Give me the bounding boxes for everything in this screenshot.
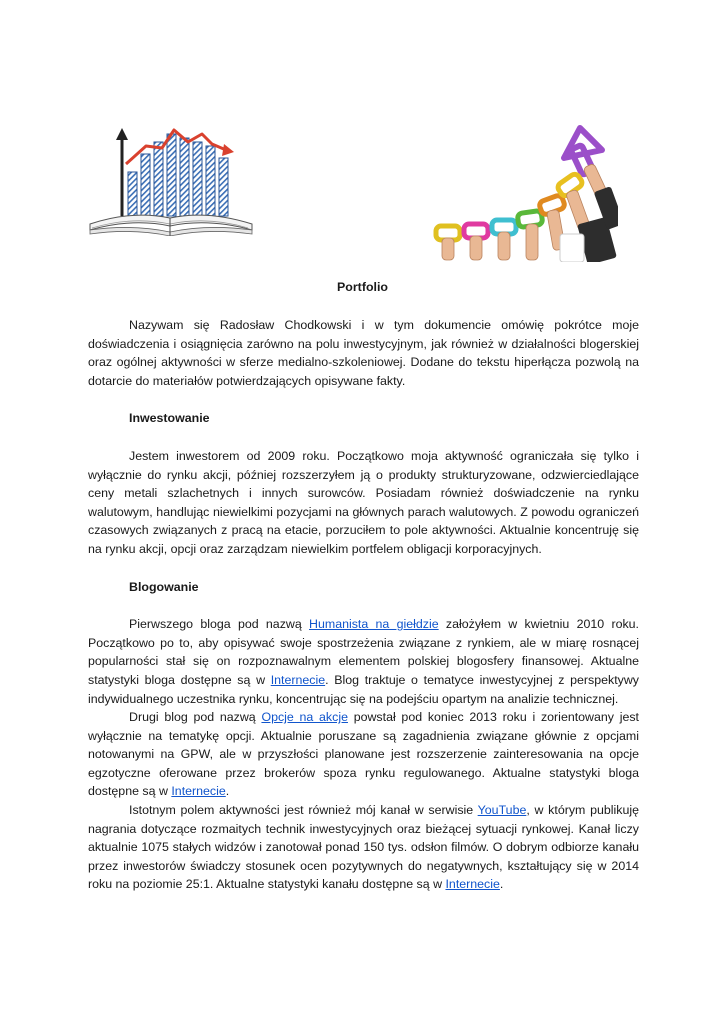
document-body [88,316,639,894]
section-heading-investing: Inwestowanie [129,411,210,426]
investing-paragraph: Jestem inwestorem od 2009 roku. Początkowo moja aktywność ograniczała się tylko i wyłącznie do rynku akcji, później rozszerzyłem ją o produkty strukturyzowane, odzwierciedlające ceny metali szlachetnych i innych surowców. Posiadam również doświadczenie na rynku walutowym, handlując niewielkimi pozycjami na głównych parach walutowych. Z powodu ograniczeń czasowych związanych z pracą na etacie, porzuciłem to pole aktywności. Aktualnie koncentruję się na rynku akcji, opcji oraz zarządzam niewielkim portfelem obligacji korporacyjnych. [88,448,639,556]
text-run: . [225,784,230,799]
hands-growth-arrow-illustration-icon [432,124,618,262]
text-run: , w którym publikuję nagrania dotyczące rozmaitych technik inwestycyjnych oraz bieżącej sytuacji rynkowej. Kanał liczy aktualnie 1075 stałych widzów i zanotował ponad 150 tys. odsłon filmów. O dobrym odbiorze kanału przez inwestorów świadczy stosunek ocen pozytywnych do negatywnych, kształtujący się w 2014 roku na poziomie 25:1. Aktualne statystyki kanału dostępne są w [88,803,639,892]
blogging-paragraph-2 [88,708,639,801]
text-run: . [499,877,504,892]
link-opcje-na-akcje[interactable]: Opcje na akcje [261,710,348,725]
link-humanista-na-gieldzie[interactable]: Humanista na giełdzie [309,617,439,632]
link-youtube[interactable]: YouTube [477,803,527,818]
chart-book-illustration-icon [88,124,254,236]
text-run: . Blog traktuje o tematyce inwestycyjnej z perspektywy indywidualnego uczestnika rynku, koncentrując się na podejściu opartym na analizie technicznej. [88,672,639,706]
link-internecie-blog-stats[interactable]: Internecie [270,672,326,687]
text-run: założyłem w kwietniu 2010 roku. Początkowo po to, aby opisywać swoje spostrzeżenia związane z rynkiem, ale w miarę rosnącej popularności stał się on rozpoznawalnym elementem polskiej blogosfery finansowej. Aktualne statystyki bloga dostępne są w [88,617,640,687]
text-run: Pierwszego bloga pod nazwą [129,617,310,632]
intro-paragraph: Nazywam się Radosław Chodkowski i w tym dokumencie omówię pokrótce moje doświadczenia i osiągnięcia zarówno na polu inwestycyjnym, jak również w działalności blogerskiej oraz ogólnej aktywności w sferze medialno-szkoleniowej. Dodane do tekstu hiperłącza pozwolą na dotarcie do materiałów potwierdzających opisywane fakty. [88,318,639,388]
link-internecie-options-stats[interactable]: Internecie [171,784,226,799]
text-run: Istotnym polem aktywności jest również mój kanał w serwisie [129,803,478,818]
blogging-paragraph-3 [88,801,639,894]
page-title: Portfolio [337,280,388,294]
text-run: Drugi blog pod nazwą [129,710,262,725]
text-run: powstał pod koniec 2013 roku i zorientowany jest wyłącznie na tematykę opcji. Aktualnie poruszane są zagadnienia związane głównie z opcjami notowanymi na GPW, ale w przyszłości planowane jest rozszerzenie zainteresowania na opcje egzotyczne oferowane przez brokerów spoza rynku regulowanego. Aktualne statystyki bloga dostępne są w [88,710,639,799]
blogging-paragraph-1 [88,615,639,708]
link-internecie-channel-stats[interactable]: Internecie [445,877,500,892]
section-heading-blogging: Blogowanie [129,579,199,594]
